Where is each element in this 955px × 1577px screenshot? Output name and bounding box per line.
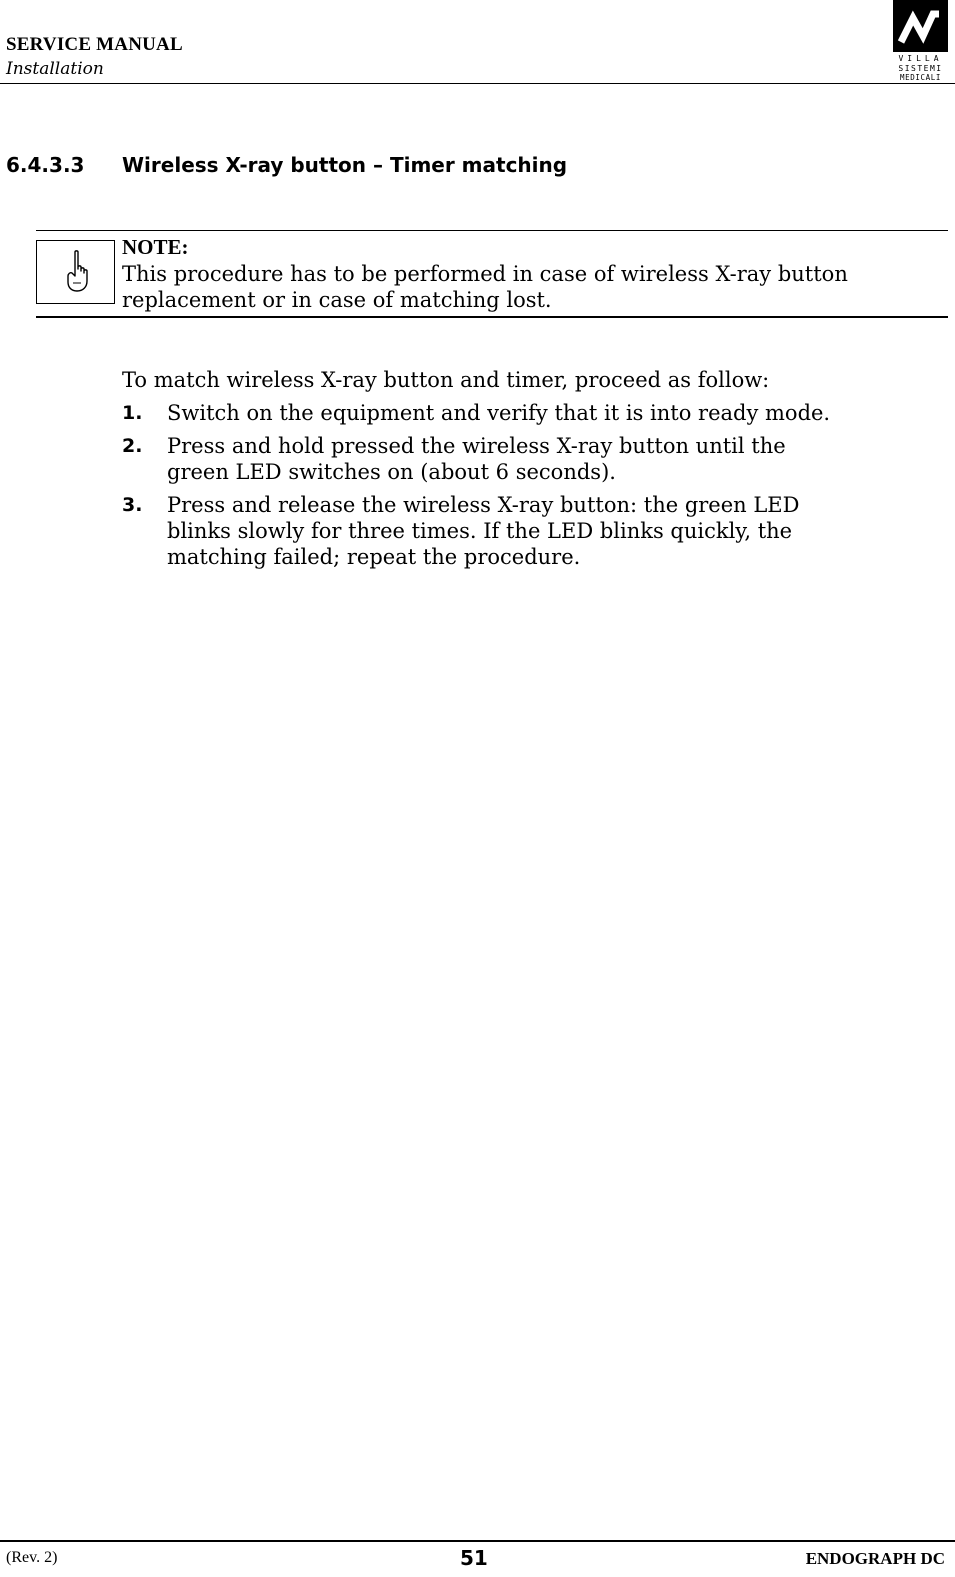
note-bottom-rule: [36, 316, 948, 318]
footer-divider: [0, 1540, 955, 1542]
step-item: [122, 433, 842, 485]
header-subtitle: Installation: [6, 59, 104, 79]
header-divider: [0, 83, 955, 84]
note-top-rule: [36, 230, 948, 231]
step-item: [122, 492, 842, 570]
section-title: Wireless X-ray button – Timer matching: [122, 153, 568, 177]
footer-product: ENDOGRAPH DC: [805, 1549, 945, 1568]
step-number: 2.: [122, 435, 143, 457]
step-number: 1.: [122, 402, 143, 424]
villa-logo: [893, 0, 948, 82]
footer-revision: (Rev. 2): [6, 1549, 58, 1566]
section-number: 6.4.3.3: [6, 153, 85, 177]
note-icon-frame: [36, 240, 115, 304]
pointing-hand-icon: [64, 249, 90, 295]
header-title: SERVICE MANUAL: [6, 34, 183, 55]
step-text: Switch on the equipment and verify that it is into ready mode.: [167, 401, 831, 425]
note-text: This procedure has to be performed in case of wireless X-ray button replacement or in case of matching lost.: [122, 262, 848, 312]
note-label: NOTE:: [122, 235, 189, 259]
step-number: 3.: [122, 494, 143, 516]
procedure-steps: [122, 400, 842, 577]
svg-text:SISTEMI: SISTEMI: [898, 64, 943, 73]
step-text: Press and release the wireless X-ray button: the green LED blinks slowly for three times. If the LED blinks quickly, the matching failed; repeat the procedure.: [167, 493, 800, 569]
intro-text: To match wireless X-ray button and timer, proceed as follow:: [122, 368, 770, 392]
step-text: Press and hold pressed the wireless X-ray button until the green LED switches on (about 6 seconds).: [167, 434, 786, 484]
section-heading: [6, 153, 567, 177]
svg-text:MEDICALI: MEDICALI: [900, 73, 941, 82]
svg-text:VILLA: VILLA: [898, 54, 943, 63]
step-item: [122, 400, 842, 426]
page-number: 51: [460, 1546, 488, 1570]
